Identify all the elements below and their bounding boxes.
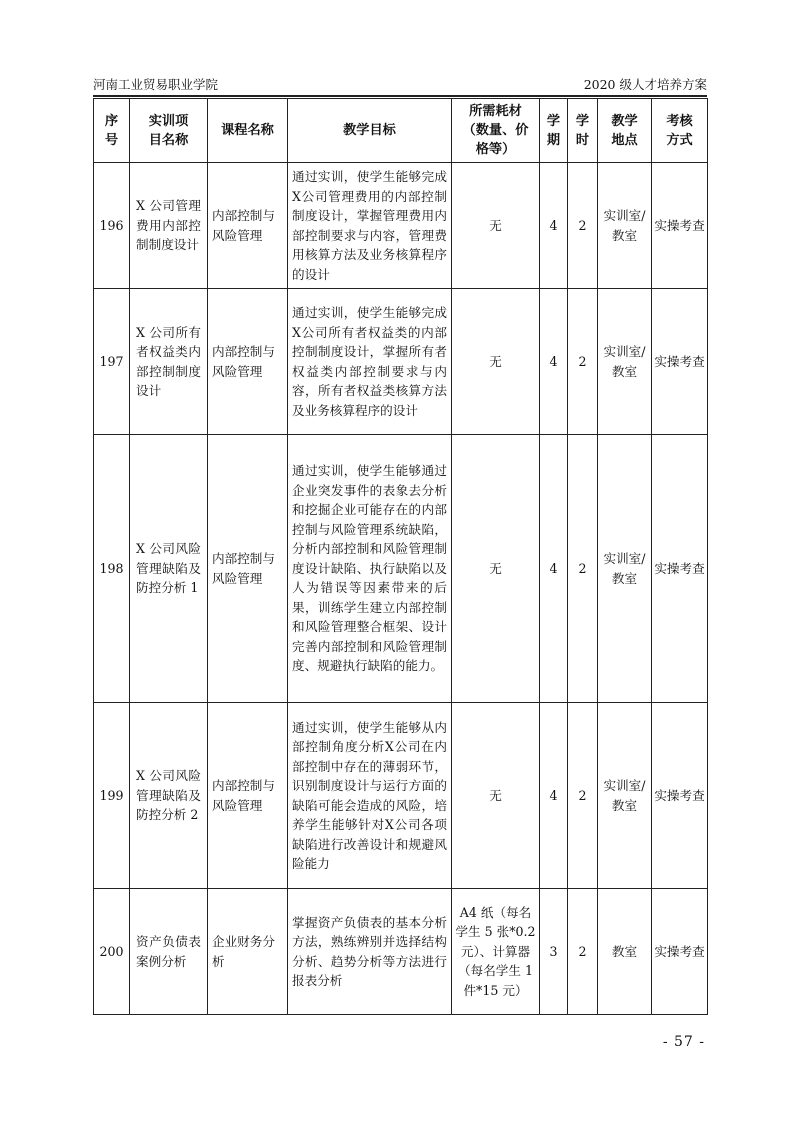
exam-method: 实操考查 (652, 163, 708, 289)
header-exam-line1: 考核 (666, 113, 693, 129)
hours: 2 (568, 889, 598, 1015)
header-location (598, 99, 652, 163)
hours: 2 (568, 703, 598, 889)
location: 实训室/教室 (598, 163, 652, 289)
term: 4 (540, 435, 568, 703)
header-materials (452, 99, 540, 163)
project-name: X 公司风险管理缺陷及防控分析 1 (130, 435, 208, 703)
term: 4 (540, 163, 568, 289)
course-name: 企业财务分析 (208, 889, 288, 1015)
course-name: 内部控制与风险管理 (208, 435, 288, 703)
term: 4 (540, 289, 568, 435)
location: 实训室/教室 (598, 703, 652, 889)
header-hours-line2: 时 (575, 132, 590, 148)
exam-method: 实操考查 (652, 435, 708, 703)
teaching-goal: 通过实训，使学生能够完成X公司所有者权益类的内部控制制度设计，掌握所有者权益类内部控制要求与内容，所有者权益类核算方法及业务核算程序的设计 (288, 289, 452, 435)
course-name: 内部控制与风险管理 (208, 163, 288, 289)
header-project-line2: 目名称 (148, 132, 189, 148)
location: 实训室/教室 (598, 289, 652, 435)
header-term-line2: 期 (546, 132, 561, 148)
term: 3 (540, 889, 568, 1015)
materials: A4 纸（每名学生 5 张*0.2 元）、计算器（每名学生 1 件*15 元） (452, 889, 540, 1015)
header-location-line2: 地点 (611, 132, 638, 148)
row-number: 196 (94, 163, 130, 289)
header-project-line1: 实训项 (148, 113, 189, 129)
teaching-goal: 通过实训，使学生能够通过企业突发事件的表象去分析和挖掘企业可能存在的内部控制与风险管理系统缺陷，分析内部控制和风险管理制度设计缺陷、执行缺陷以及人为错误等因素带来的后果，训练学生建立内部控制和风险管理整合框架、设计完善内部控制和风险管理制度、规避执行缺陷的能力。 (288, 435, 452, 703)
header-no-line2: 号 (104, 132, 119, 148)
exam-method: 实操考查 (652, 289, 708, 435)
header-no-line1: 序 (104, 113, 119, 129)
header-project (130, 99, 208, 163)
header-materials-line2: （数量、价 (462, 123, 529, 138)
row-number: 200 (94, 889, 130, 1015)
materials: 无 (452, 435, 540, 703)
row-number: 197 (94, 289, 130, 435)
page-header (93, 76, 707, 94)
header-location-line1: 教学 (611, 113, 638, 129)
header-term (540, 99, 568, 163)
table-row (94, 163, 708, 289)
materials: 无 (452, 289, 540, 435)
teaching-goal: 通过实训，使学生能够从内部控制角度分析X公司在内部控制中存在的薄弱环节，识别制度设计与运行方面的缺陷可能会造成的风险，培养学生能够针对X公司各项缺陷进行改善设计和规避风险能力 (288, 703, 452, 889)
header-school-name: 河南工业贸易职业学院 (93, 77, 219, 92)
header-materials-line3: 格等） (475, 142, 516, 157)
materials: 无 (452, 163, 540, 289)
table-row (94, 289, 708, 435)
table-row (94, 889, 708, 1015)
teaching-goal: 掌握资产负债表的基本分析方法，熟练辨别并选择结构分析、趋势分析等方法进行报表分析 (288, 889, 452, 1015)
header-no (94, 99, 130, 163)
header-exam (652, 99, 708, 163)
course-name: 内部控制与风险管理 (208, 703, 288, 889)
hours: 2 (568, 435, 598, 703)
header-materials-line1: 所需耗材 (469, 104, 522, 119)
row-number: 199 (94, 703, 130, 889)
exam-method: 实操考查 (652, 703, 708, 889)
hours: 2 (568, 163, 598, 289)
table-row (94, 703, 708, 889)
materials: 无 (452, 703, 540, 889)
project-name: X 公司所有者权益类内部控制制度设计 (130, 289, 208, 435)
header-hours (568, 99, 598, 163)
header-goal: 教学目标 (288, 99, 452, 163)
exam-method: 实操考查 (652, 889, 708, 1015)
header-exam-line2: 方式 (666, 132, 693, 148)
project-name: X 公司管理费用内部控制制度设计 (130, 163, 208, 289)
project-name: 资产负债表案例分析 (130, 889, 208, 1015)
row-number: 198 (94, 435, 130, 703)
table-row (94, 435, 708, 703)
header-rule (93, 95, 707, 97)
table-header-row (94, 99, 708, 163)
header-document-title: 2020 级人才培养方案 (583, 77, 707, 92)
location: 教室 (598, 889, 652, 1015)
term: 4 (540, 703, 568, 889)
training-plan-table (93, 98, 708, 1015)
teaching-goal: 通过实训，使学生能够完成X公司管理费用的内部控制制度设计，掌握管理费用内部控制要求与内容，管理费用核算方法及业务核算程序的设计 (288, 163, 452, 289)
header-hours-line1: 学 (575, 113, 590, 129)
header-course: 课程名称 (208, 99, 288, 163)
course-name: 内部控制与风险管理 (208, 289, 288, 435)
header-term-line1: 学 (546, 113, 561, 129)
hours: 2 (568, 289, 598, 435)
location: 实训室/教室 (598, 435, 652, 703)
page-number: - 57 - (662, 1034, 705, 1050)
project-name: X 公司风险管理缺陷及防控分析 2 (130, 703, 208, 889)
